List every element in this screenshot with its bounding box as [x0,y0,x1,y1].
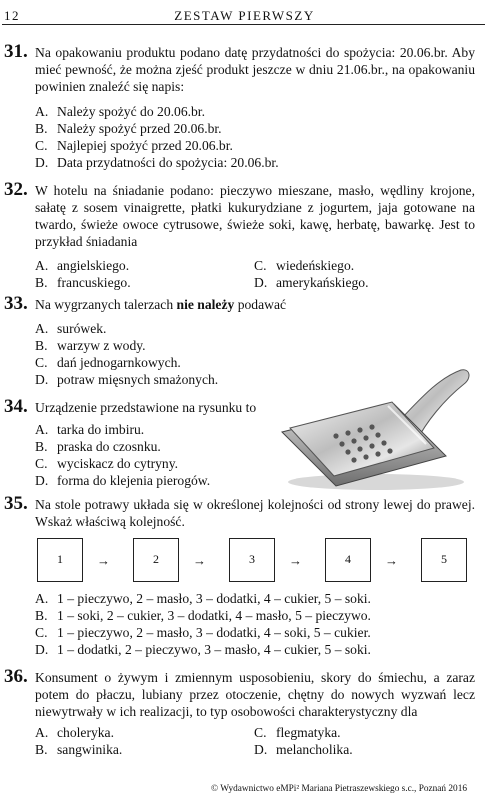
question-stem: Na stole potrawy układa się w określonej kolejności od strony lewej do prawej. Wskaż właściwą kolejność. [35,497,475,529]
option-letter: A. [35,321,49,336]
option-a[interactable] [35,724,114,741]
option-c[interactable] [35,624,371,641]
option-d[interactable] [35,371,218,388]
stem-emphasis: nie należy [176,297,235,312]
option-text: 1 – pieczywo, 2 – masło, 3 – dodatki, 4 – cukier, 5 – soki. [57,591,371,606]
option-text: Należy spożyć do 20.06.br. [57,104,205,119]
option-letter: C. [254,725,267,740]
option-text: 1 – dodatki, 2 – pieczywo, 3 – masło, 4 – cukier, 5 – soki. [57,642,371,657]
option-text: angielskiego. [57,258,130,273]
sequence-box-4: 4 [325,538,371,582]
option-letter: A. [35,422,49,437]
option-letter: B. [35,439,48,454]
option-letter: A. [35,104,49,119]
option-a[interactable] [35,320,106,337]
copyright-footer: © Wydawnictwo eMPi² Mariana Pietraszewskiego s.c., Poznań 2016 [211,784,467,794]
option-text: Data przydatności do spożycia: 20.06.br. [57,155,279,170]
option-c[interactable] [254,257,354,274]
option-letter: D. [35,473,49,488]
option-b[interactable] [35,607,371,624]
option-text: Należy spożyć przed 20.06.br. [57,121,222,136]
option-b[interactable] [35,337,146,354]
option-b[interactable] [35,741,122,758]
option-text: warzyw z wody. [57,338,146,353]
option-text: francuskiego. [57,275,131,290]
option-letter: C. [35,138,48,153]
option-a[interactable] [35,257,129,274]
option-letter: B. [35,338,48,353]
running-title: ZESTAW PIERWSZY [174,8,315,23]
option-letter: C. [254,258,267,273]
option-letter: A. [35,725,49,740]
option-text: choleryka. [57,725,114,740]
arrow-icon: → [289,553,302,568]
question-stem: Na opakowaniu produktu podano datę przydatności do spożycia: 20.06.br. Aby mieć pewność, że można zjeść produkt jeszcze w dniu 21.06.br., na opakowaniu powinien znaleźć się napis: [35,45,475,94]
question-number: 34. [4,396,28,417]
option-letter: D. [35,155,49,170]
option-letter: A. [35,591,49,606]
option-text: tarka do imbiru. [57,422,145,437]
arrow-icon: → [385,553,398,568]
option-letter: C. [35,456,48,471]
question-number: 36. [4,666,28,687]
option-c[interactable] [254,724,341,741]
option-letter: D. [35,372,49,387]
option-c[interactable] [35,137,233,154]
option-letter: D. [35,642,49,657]
question-stem: Urządzenie przedstawione na rysunku to [35,400,257,415]
option-letter: D. [254,275,268,290]
option-letter: A. [35,258,49,273]
option-a[interactable] [35,421,144,438]
option-text: potraw mięsnych smażonych. [57,372,219,387]
option-d[interactable] [35,154,279,171]
option-letter: C. [35,625,48,640]
option-text: 1 – pieczywo, 2 – masło, 3 – dodatki, 4 – soki, 5 – cukier. [57,625,371,640]
sequence-box-5: 5 [421,538,467,582]
option-c[interactable] [35,455,178,472]
option-c[interactable] [35,354,181,371]
option-text: flegmatyka. [276,725,341,740]
option-text: wiedeńskiego. [276,258,355,273]
stem-text: podawać [234,297,287,312]
option-b[interactable] [35,274,131,291]
option-text: praska do czosnku. [57,439,161,454]
option-letter: B. [35,608,48,623]
header-rule [2,24,485,25]
question-stem: Konsument o żywym i zmiennym usposobieniu, skory do śmiechu, a zaraz potem do płaczu, lubiany przez otoczenie, chętny do nowych wyzwań lecz niewytrwały w ich realizacji, to typ osobowości charakterystyczny dla [35,670,475,719]
question-stem: W hotelu na śniadanie podano: pieczywo mieszane, masło, wędliny krojone, sałatę z sosem vinaigrette, płatki kukurydziane z jogurtem, jaja gotowane na twardo, świeże owoce cytrusowe, świeże soki, kawę, herbatę, bawarkę. Jest to przykład śniadania [35,183,475,249]
sequence-box-3: 3 [229,538,275,582]
question-number: 32. [4,179,28,200]
option-text: dań jednogarnkowych. [57,355,181,370]
option-b[interactable] [35,120,222,137]
option-letter: B. [35,121,48,136]
question-number: 33. [4,293,28,314]
option-d[interactable] [254,274,368,291]
option-text: wyciskacz do cytryny. [57,456,179,471]
arrow-icon: → [97,553,110,568]
option-text: 1 – soki, 2 – cukier, 3 – dodatki, 4 – masło, 5 – pieczywo. [57,608,371,623]
page-header [0,4,489,26]
option-text: amerykańskiego. [276,275,369,290]
device-illustration [276,364,472,494]
sequence-box-1: 1 [37,538,83,582]
option-letter: D. [254,742,268,757]
option-text: Najlepiej spożyć przed 20.06.br. [57,138,233,153]
option-a[interactable] [35,590,371,607]
question-number: 31. [4,41,28,62]
arrow-icon: → [193,553,206,568]
sequence-box-2: 2 [133,538,179,582]
question-number: 35. [4,493,28,514]
option-letter: B. [35,742,48,757]
option-b[interactable] [35,438,161,455]
page-number: 12 [4,8,20,23]
option-text: sangwinika. [57,742,123,757]
option-letter: C. [35,355,48,370]
option-text: forma do klejenia pierogów. [57,473,211,488]
option-a[interactable] [35,103,205,120]
squeezer-image [276,364,472,494]
question-stem [35,296,475,313]
option-text: surówek. [57,321,107,336]
option-d[interactable] [254,741,353,758]
option-d[interactable] [35,641,371,658]
option-letter: B. [35,275,48,290]
option-d[interactable] [35,472,210,489]
stem-text: Na wygrzanych talerzach [35,297,177,312]
option-text: melancholika. [276,742,353,757]
